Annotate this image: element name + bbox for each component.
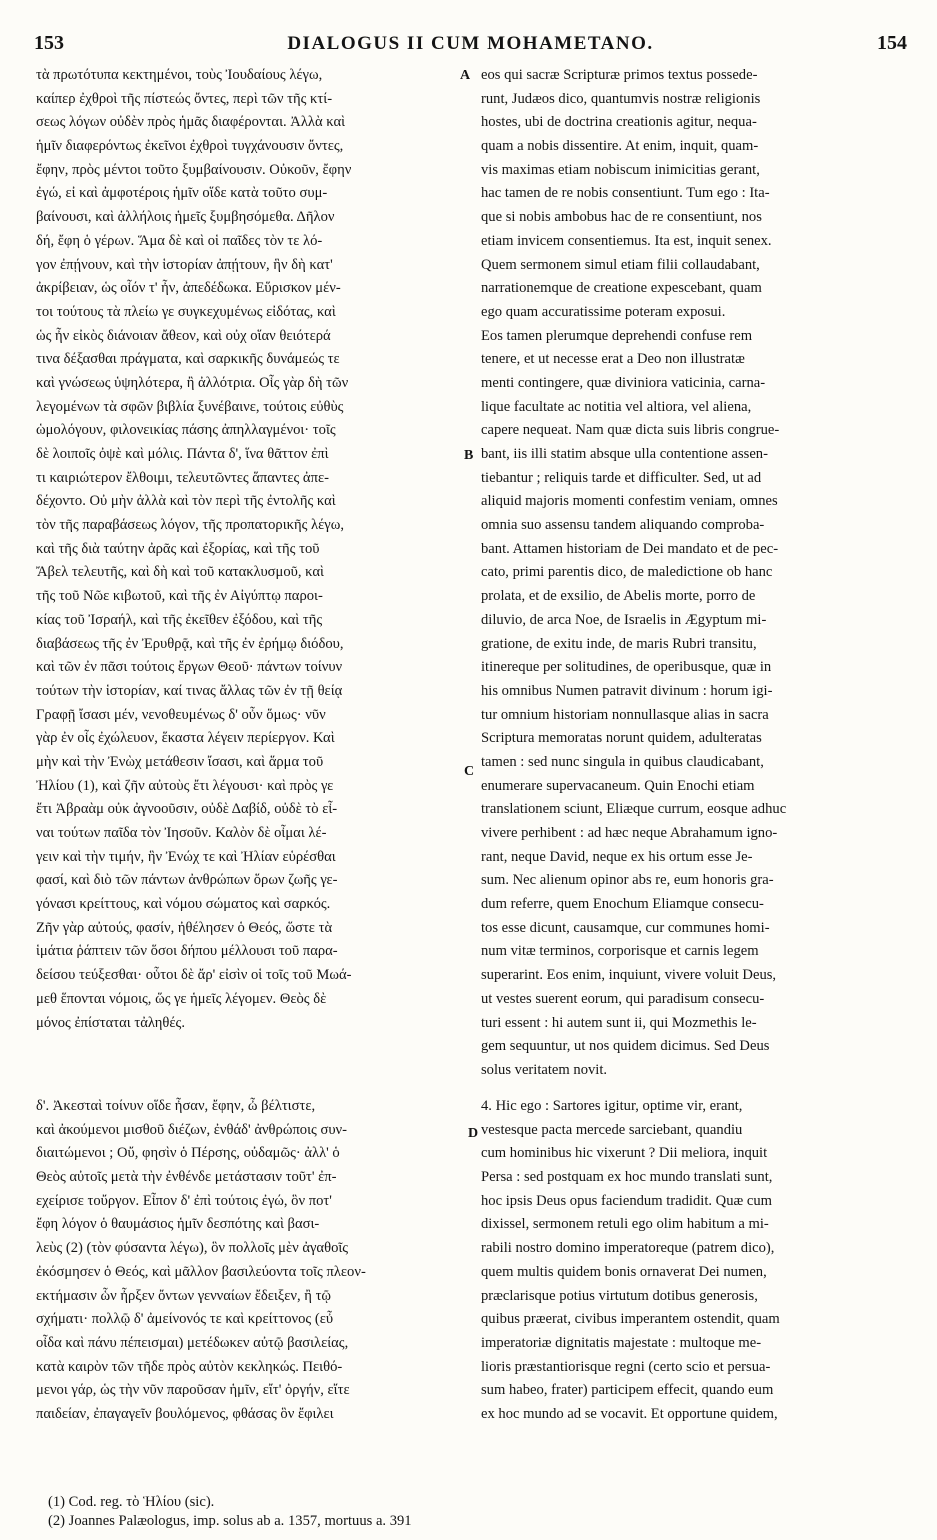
latin-column-top [481, 64, 907, 1083]
text-line: μόνος ἐπίσταται τἀληθές. [36, 1014, 185, 1031]
text-line: τὰ πρωτότυπα κεκτημένοι, τοὺς Ἰουδαίους λέγω, [36, 67, 323, 83]
greek-column-top [36, 64, 454, 1035]
text-line: omnia suo assensu tandem aliquando comproba- [481, 517, 765, 534]
text-line: γὰρ ἐν οἷς ἐχώλευον, ἕκαστα λέγειν περίεργον. Καὶ [36, 730, 335, 747]
margin-marker-c: C [464, 764, 475, 779]
text-line: aliquid majoris momenti confestim veniam, omnes [481, 493, 778, 510]
text-line: φασί, καὶ διὸ τῶν πάντων ἀνθρώπων ὅρων ζωῆς γε- [36, 872, 338, 889]
text-line: ὡμολόγουν, φιλονεικίας πάσης ἀπηλλαγμένοι· τοῖς [36, 422, 336, 439]
text-line: Scriptura memoratas norunt quidem, adulteratas [481, 730, 762, 747]
latin-column-bottom [481, 1095, 907, 1427]
running-title: DIALOGUS II CUM MOHAMETANO. [287, 33, 654, 54]
text-line: vestesque pacta mercede sarciebant, quandiu [481, 1121, 743, 1138]
text-line: οἶδα καὶ πάνυ πέπεισμαι) μετέδωκεν αὐτῷ βασιλείας, [36, 1334, 349, 1351]
text-line: ἐκόσμησεν ὁ Θεός, καὶ μᾶλλον βασιλεύοντα τοῖς πλεον- [36, 1263, 366, 1280]
text-line: gem sequuntur, ut nos quidem dicimus. Sed Deus [481, 1038, 770, 1055]
text-line: τὸν τῆς παραβάσεως λόγον, τῆς προπατορικῆς λέγω, [36, 517, 344, 534]
text-line: Γραφῇ ἴσασι μέν, νενοθευμένως δ' οὖν ὅμως· νῦν [36, 706, 326, 723]
text-line: ἀκρίβειαν, ὡς οἷόν τ' ἦν, ἀπεδέδωκα. Εὕρισκον μέν- [36, 280, 341, 297]
text-line: prolata, et de exsilio, de Abelis morte, porro de [481, 588, 756, 605]
text-line: δείσου τεύξεσθαι· οὗτοι δὲ ἄρ' εἰσὶν οἱ τοῖς τοῦ Μωά- [36, 967, 352, 984]
text-line: σεως λόγων οὐδὲν πρὸς ἡμᾶς διαφέρονται. Ἀλλὰ καὶ [36, 114, 346, 131]
text-line: diluvio, de arca Noe, de Israelis in Ægyptum mi- [481, 611, 767, 628]
text-line: rabili nostro domino imperatoreque (patrem dico), [481, 1240, 775, 1257]
text-line: turi essent : hi autem sunt ii, qui Mozmethis le- [481, 1014, 757, 1031]
margin-marker-d: D [468, 1126, 479, 1141]
text-line: ναι τούτων παῖδα τὸν Ἰησοῦν. Καλὸν δὲ οἶμαι λέ- [36, 825, 327, 841]
text-line: tos esse dicunt, causamque, cur communes homi- [481, 919, 770, 936]
margin-marker-a: A [460, 68, 471, 83]
text-line: tiebantur ; reliquis tarde et difficulter. Sed, ut ad [481, 469, 762, 486]
text-line: hac tamen de re nobis consentiunt. Tum ego : Ita- [481, 185, 770, 202]
text-line: 4. Hic ego : Sartores igitur, optime vir, erant, [481, 1098, 743, 1114]
text-line: lioris præstantiorisque regni (certo scio et persua- [481, 1358, 771, 1375]
text-line: δ'. Ἀκεσταὶ τοίνυν οἵδε ἦσαν, ἔφην, ὦ βέλτιστε, [36, 1098, 316, 1114]
text-line: enumerare supervacaneum. Quin Enochi etiam [481, 777, 755, 794]
text-line: lique facultate ac notitia vel altiora, vel aliena, [481, 398, 752, 415]
text-line: γειν καὶ τὴν τιμήν, ἣν Ἐνώχ τε καὶ Ἠλίαν εὑρέσθαι [36, 848, 336, 865]
text-line: εκτήμασιν ὧν ἦρξεν ὄντων γενναίων ἔδειξεν, ἢ τῷ [36, 1287, 332, 1304]
text-line: διαβάσεως τῆς ἐν Ἐρυθρᾷ, καὶ τῆς ἐν ἐρήμῳ διόδου, [36, 635, 344, 652]
text-line: gratione, de exitu inde, de maris Rubri transitu, [481, 635, 757, 652]
text-line: etiam invicem consentiemus. Ita est, inquit senex. [481, 232, 772, 249]
text-line: præclarisque potius virtutum dotibus generosis, [481, 1287, 758, 1304]
text-line: ὡς ἦν εἰκὸς διάνοιαν ἄθεον, καὶ οὐχ οἵαν θειότερά [36, 327, 331, 344]
margin-marker-b: B [464, 448, 474, 463]
text-line: παιδείαν, ἐπαγαγεῖν βουλόμενος, φθάσας ὃν ἔφιλει [36, 1405, 334, 1422]
text-line: ἔτι Ἀβραὰμ οὐκ ἀγνοοῦσιν, οὐδὲ Δαβίδ, οὐδὲ τὸ εἶ- [36, 801, 338, 818]
text-line: Eos tamen plerumque deprehendi confuse rem [481, 327, 753, 344]
greek-column-bottom [36, 1095, 454, 1427]
running-header [34, 32, 907, 58]
text-line: δή, ἔφη ὁ γέρων. Ἅμα δὲ καὶ οἱ παῖδες τὸν τε λό- [36, 232, 323, 249]
text-line: dixissel, sermonem retuli ego olim habitum a mi- [481, 1216, 769, 1233]
text-line: ἔφην, πρὸς μέντοι τοῦτο ξυμβαίνουσιν. Οὐκοῦν, ἔφην [36, 161, 352, 178]
text-line: hoc ipsis Deus opus faciendum tradidit. Quæ cum [481, 1192, 773, 1209]
text-line: num vitæ terminos, corporisque et carnis legem [481, 943, 759, 960]
text-line: vis maximas etiam nobiscum inimicitias gerant, [481, 161, 760, 178]
text-line: μεθ ἕπονται νόμοις, ὥς γε ἡμεῖς λέγομεν. Θεὸς δὲ [36, 990, 327, 1007]
text-line: τινα δέξασθαι πράγματα, καὶ σαρκικῆς δυνάμεώς τε [36, 351, 340, 368]
text-line: τῆς τοῦ Νῶε κιβωτοῦ, καὶ τῆς ἐν Αἰγύπτῳ παροι- [36, 588, 323, 605]
text-line: δέχοντο. Οὐ μὴν ἀλλὰ καὶ τὸν περὶ τῆς ἐντολῆς καὶ [36, 493, 336, 510]
text-line: menti contingere, quæ diviniora vaticinia, carna- [481, 374, 766, 391]
text-line: σχήματι· πολλῷ δ' ἀμείνονός τε καὶ κρείττονος (εὖ [36, 1311, 334, 1328]
text-line: sum habeo, frater) participem effecit, quando eum [481, 1382, 774, 1399]
text-line: Quem sermonem simul etiam filii collaudabant, [481, 256, 760, 273]
text-line: Ἠλίου (1), καὶ ζῆν αὐτοὺς ἔτι λέγουσι· καὶ πρὸς γε [36, 777, 334, 794]
text-line: μὴν καὶ τὴν Ἐνὼχ μετάθεσιν ἴσασι, καὶ ἅρμα τοῦ [36, 753, 324, 770]
text-line: ut vestes suerent eorum, qui paradisum consecu- [481, 990, 765, 1007]
footnote: (1) Cod. reg. τὸ Ἡλίου (sic). [48, 1494, 215, 1510]
text-line: ego quam accuratissime poteram exposui. [481, 303, 726, 320]
text-line: tenere, et ut necesse erat a Deo non illustratæ [481, 351, 745, 368]
text-line: dum referre, quem Enochum Eliamque consecu- [481, 896, 764, 913]
text-line: καὶ τῶν ἐν πᾶσι τούτοις ἔργων Θεοῦ· πάντων τοίνυν [36, 659, 343, 676]
text-line: εχείρισε τοὔργον. Εἶπον δ' ἐπὶ τούτοις ἐγώ, ὃν ποτ' [36, 1192, 332, 1209]
text-line: que si nobis ambobus hac de re consentiunt, nos [481, 209, 762, 226]
text-line: ex hoc mundo ad se vocavit. Et opportune quidem, [481, 1405, 778, 1422]
text-line: ἡμῖν διαφερόντως ἐκεῖνοι ἐχθροὶ τυγχάνουσιν ὄντες, [36, 138, 344, 155]
text-line: translationem sciunt, Eliæque currum, eosque adhuc [481, 801, 787, 818]
text-line: capere nequeat. Nam quæ dicta suis libris congrue- [481, 422, 780, 439]
text-line: τούτων τὴν ἱστορίαν, καί τινας ἄλλας τῶν ἐν τῇ θείᾳ [36, 682, 343, 699]
text-line: his omnibus Numen patravit divinum : horum igi- [481, 682, 773, 699]
text-line: quam a nobis dissentire. At enim, inquit, quam- [481, 138, 759, 155]
text-line: μενοι γάρ, ὡς τὴν νῦν παροῦσαν ἡμῖν, εἴτ' ὀργήν, εἴτε [36, 1382, 350, 1399]
text-line: βαίνουσι, καὶ ἀλλήλοις ἡμεῖς ξυμβησόμεθα. Δῆλον [36, 209, 335, 226]
text-line: quem multis quidem bonis ornaverat Dei numen, [481, 1263, 767, 1280]
text-line: ἱμάτια ῥάπτειν τῶν ὅσοι δήπου μέλλουσι τοῦ παρα- [36, 943, 338, 960]
text-line: τοι τούτους τὰ πλείω γε συγκεχυμένως εἰδότας, καὶ [36, 303, 336, 320]
text-line: ἔφη λόγον ὁ θαυμάσιος ἡμῖν δεσπότης καὶ βασι- [36, 1216, 320, 1233]
text-line: cato, primi parentis dico, de maledictione ob hanc [481, 564, 773, 581]
text-line: ἐγώ, εἰ καὶ ἀμφοτέροις ἡμῖν οἵδε κατὰ τοῦτο συμ- [36, 185, 328, 202]
text-line: bant. Attamen historiam de Dei mandato et de pec- [481, 540, 779, 557]
text-line: καὶ τῆς διὰ ταύτην ἀρᾶς καὶ ἐξορίας, καὶ τῆς τοῦ [36, 540, 320, 557]
text-line: διαιτώμενοι ; Οὔ, φησὶν ὁ Πέρσης, οὐδαμῶς· ἀλλ' ὁ [36, 1145, 340, 1162]
text-line: solus veritatem novit. [481, 1061, 608, 1078]
text-line: sum. Nec alienum opinor abs re, eum honoris gra- [481, 872, 774, 889]
footnotes [48, 1493, 412, 1531]
text-line: itinereque per solitudines, de operibusque, quæ in [481, 659, 772, 676]
text-line: τι καιριώτερον ἔλθοιμι, τελευτῶντες ἅπαντες ἀπε- [36, 469, 329, 486]
text-line: λεγομένων τὰ σφῶν βιβλία ξυνέβαινε, τούτοις εὐθὺς [36, 398, 344, 415]
text-line: λεὺς (2) (τὸν φύσαντα λέγω), ὃν πολλοῖς μὲν ἀγαθοῖς [36, 1240, 349, 1257]
text-line: καὶ γνώσεως ὑψηλότερα, ἢ ἀλλότρια. Οἷς γὰρ δὴ τῶν [36, 374, 349, 391]
text-line: Ζῆν γὰρ αὐτούς, φασίν, ἠθέλησεν ὁ Θεός, ὥστε τὰ [36, 919, 333, 936]
text-line: runt, Judæos dico, quantumvis nostræ religionis [481, 90, 761, 107]
text-line: Ἄβελ τελευτῆς, καὶ δὴ καὶ τοῦ κατακλυσμοῦ, καὶ [36, 564, 324, 581]
footnote: (2) Joannes Palæologus, imp. solus ab a. 1357, mortuus a. 391 [48, 1513, 412, 1529]
text-line: κατὰ καιρὸν τῶν τῆδε πρὸς αὐτὸν κεκληκώς. Πειθό- [36, 1358, 343, 1375]
text-line: hostes, ubi de doctrina creationis agitur, nequa- [481, 114, 757, 131]
text-line: καίπερ ἐχθροὶ τῆς πίστεώς ὄντες, περὶ τῶν τῆς κτί- [36, 90, 333, 107]
text-line: narrationemque de creatione expescebant, quam [481, 280, 762, 297]
text-line: Θεὸς αὐτοῖς μετὰ τὴν ἐνθένδε μετάστασιν τοῦτ' ἐπ- [36, 1169, 337, 1186]
text-line: Persa : sed postquam ex hoc mundo translati sunt, [481, 1169, 773, 1186]
text-line: superarint. Eos enim, inquiunt, vivere voluit Deus, [481, 967, 777, 984]
text-line: δὲ λοιποῖς ὀψὲ καὶ μόλις. Πάντα δ', ἵνα θᾶττον ἐπὶ [36, 446, 329, 462]
text-line: γον ἐπῄνουν, καὶ τὴν ἱστορίαν ἀπῄτουν, ἣν δὴ κατ' [36, 256, 333, 273]
text-line: bant, iis illi statim absque ulla contentione assen- [481, 446, 768, 462]
right-page-number: 154 [876, 32, 907, 54]
text-line: quibus præerat, civibus imperantem ostendit, quam [481, 1311, 780, 1328]
text-line: rant, neque David, neque ex his ortum esse Je- [481, 848, 753, 865]
text-line: cum hominibus hic vixerunt ? Dii meliora, inquit [481, 1145, 768, 1162]
text-line: vivere perhibent : ad hæc neque Abrahamum igno- [481, 825, 778, 841]
left-page-number: 153 [34, 32, 64, 54]
text-line: eos qui sacræ Scripturæ primos textus possede- [481, 67, 758, 83]
text-line: tur omnium historiam nonnullasque alias in sacra [481, 706, 769, 723]
text-line: imperatoriæ dignitatis majestate : multoque me- [481, 1334, 762, 1351]
text-line: tamen : sed nunc singula in quibus claudicabant, [481, 753, 764, 770]
text-line: γόνασι κρείττους, καὶ νόμου σώματος καὶ σαρκός. [36, 896, 331, 913]
text-line: κίας τοῦ Ἰσραήλ, καὶ τῆς ἐκεῖθεν ἐξόδου, καὶ τῆς [36, 611, 323, 628]
text-line: καὶ ἀκούμενοι μισθοῦ διέζων, ἐνθάδ' ἀνθρώποις συν- [36, 1121, 348, 1138]
